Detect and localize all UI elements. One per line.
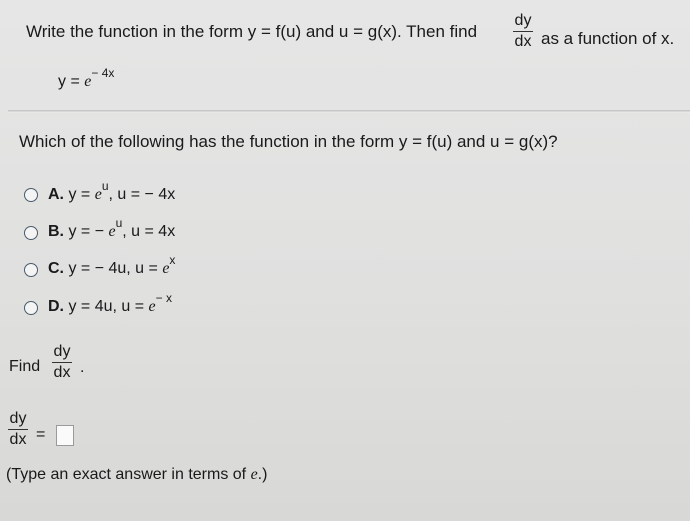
fraction-numerator: dy (514, 12, 532, 29)
find-dy-dx-fraction (52, 343, 72, 382)
radio-button-d[interactable] (24, 301, 38, 315)
given-lhs: y = (58, 73, 80, 90)
option-text: y = − (68, 223, 105, 240)
answer-dy-dx-fraction (8, 410, 28, 449)
given-function (58, 66, 115, 91)
fraction-numerator: dy (9, 410, 27, 427)
fraction-denominator: dx (9, 431, 27, 448)
option-letter: A. (48, 186, 64, 203)
option-letter: D. (48, 298, 64, 315)
fraction-numerator: dy (53, 343, 71, 360)
fraction-denominator: dx (53, 364, 71, 381)
divider (8, 110, 690, 113)
option-text: y = (68, 186, 91, 203)
option-text: y = − 4u, u = (68, 260, 158, 277)
find-label: Find (9, 358, 41, 375)
question-suffix: as a function of x. (541, 29, 675, 48)
find-period: . (80, 359, 85, 376)
question-text: Write the function in the form y = f(u) and u = g(x). Then find (26, 22, 478, 41)
option-letter: B. (48, 223, 64, 240)
radio-button-b[interactable] (24, 226, 38, 240)
dy-dx-fraction (513, 12, 533, 51)
option-letter: C. (48, 260, 64, 277)
fraction-denominator: dx (514, 33, 532, 50)
radio-button-a[interactable] (24, 188, 38, 202)
given-exponent: − 4x (91, 66, 115, 80)
answer-hint: (Type an exact answer in terms of e.) (6, 466, 268, 483)
part1-prompt: Which of the following has the function in the form y = f(u) and u = g(x)? (19, 132, 558, 151)
option-text: y = 4u, u = (68, 298, 145, 315)
answer-input[interactable] (56, 425, 74, 446)
radio-button-c[interactable] (24, 263, 38, 277)
equals-sign: = (36, 426, 46, 443)
given-base: e (84, 73, 92, 90)
